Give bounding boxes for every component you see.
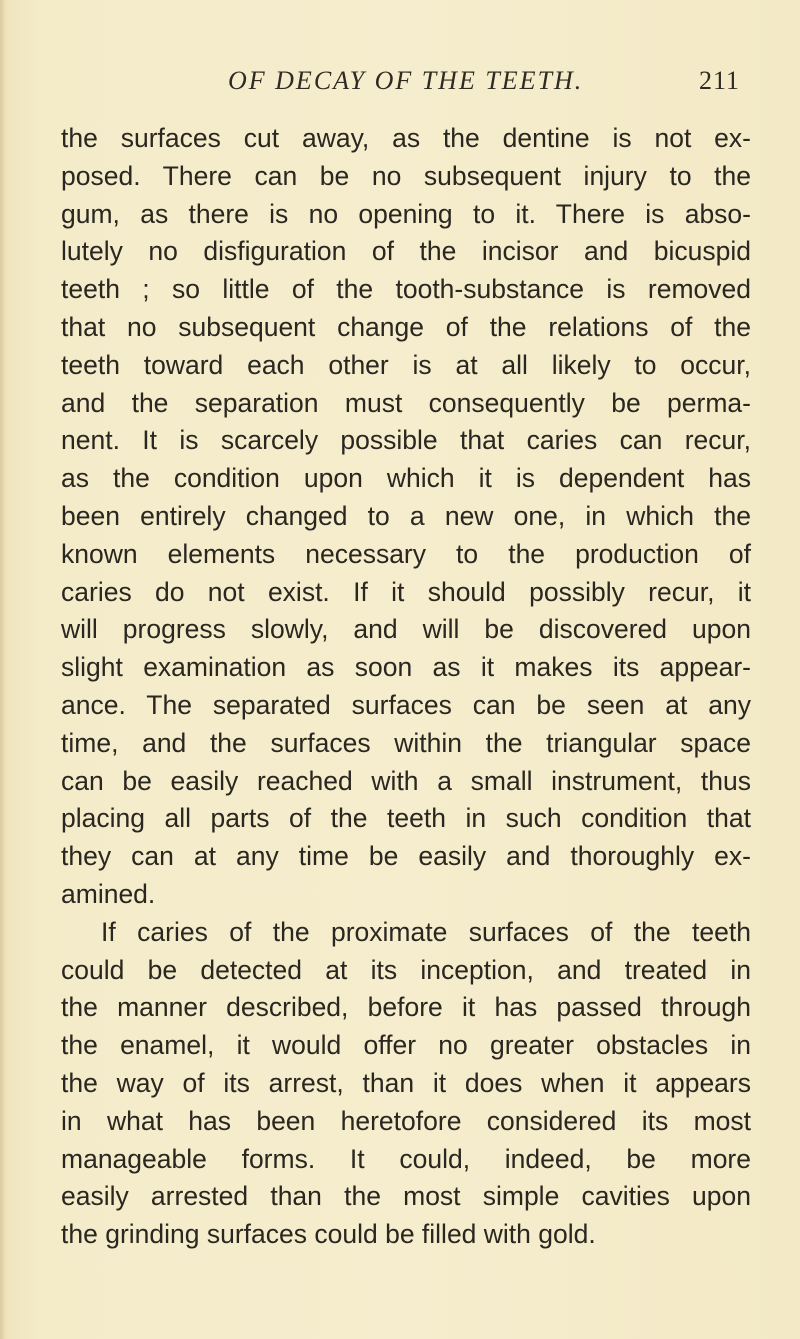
page-number: 211 xyxy=(699,66,741,95)
text-line: teeth toward each other is at all likely to occur, xyxy=(61,349,751,380)
running-head xyxy=(0,66,800,106)
text-line: as the condition upon which it is dependent has xyxy=(61,463,751,494)
text-line: that no subsequent change of the relations of the xyxy=(61,311,751,342)
text-line: time, and the surfaces within the triangular space xyxy=(61,727,751,758)
text-line: in what has been heretofore considered its most xyxy=(61,1105,751,1136)
text-line: If caries of the proximate surfaces of the teeth xyxy=(101,916,751,947)
text-line: they can at any time be easily and thoroughly ex- xyxy=(61,841,751,872)
text-line: the surfaces cut away, as the dentine is not ex- xyxy=(61,123,751,153)
text-line: known elements necessary to the production of xyxy=(61,538,751,569)
text-line: placing all parts of the teeth in such condition that xyxy=(61,803,751,834)
text-line: lutely no disfiguration of the incisor and bicuspid xyxy=(61,236,751,267)
text-line: amined. xyxy=(61,878,156,909)
text-line: will progress slowly, and will be discovered upon xyxy=(61,614,751,645)
text-line: and the separation must consequently be perma- xyxy=(61,387,751,418)
running-title: OF DECAY OF THE TEETH. xyxy=(228,66,584,95)
text-line: gum, as there is no opening to it. There is abso- xyxy=(61,198,751,229)
text-line: the manner described, before it has passed through xyxy=(61,992,751,1023)
text-line: manageable forms. It could, indeed, be more xyxy=(61,1143,751,1174)
text-line: nent. It is scarcely possible that caries can recur, xyxy=(61,425,751,456)
page-binding-edge xyxy=(0,0,6,1339)
text-line: been entirely changed to a new one, in which the xyxy=(61,500,751,531)
text-line: could be detected at its inception, and treated in xyxy=(61,954,751,985)
text-line: the grinding surfaces could be filled with gold. xyxy=(61,1219,596,1250)
body-text xyxy=(61,120,751,1254)
text-line: easily arrested than the most simple cavities upon xyxy=(61,1181,751,1212)
text-line: the enamel, it would offer no greater obstacles in xyxy=(61,1030,751,1061)
text-line: slight examination as soon as it makes its appear- xyxy=(61,652,751,683)
text-line: teeth ; so little of the tooth-substance is removed xyxy=(61,274,751,305)
text-line: caries do not exist. If it should possibly recur, it xyxy=(61,576,751,607)
text-line: posed. There can be no subsequent injury to the xyxy=(61,160,751,191)
text-line: ance. The separated surfaces can be seen at any xyxy=(61,689,751,720)
text-line: can be easily reached with a small instrument, thus xyxy=(61,765,751,796)
text-line: the way of its arrest, than it does when it appears xyxy=(61,1067,751,1098)
